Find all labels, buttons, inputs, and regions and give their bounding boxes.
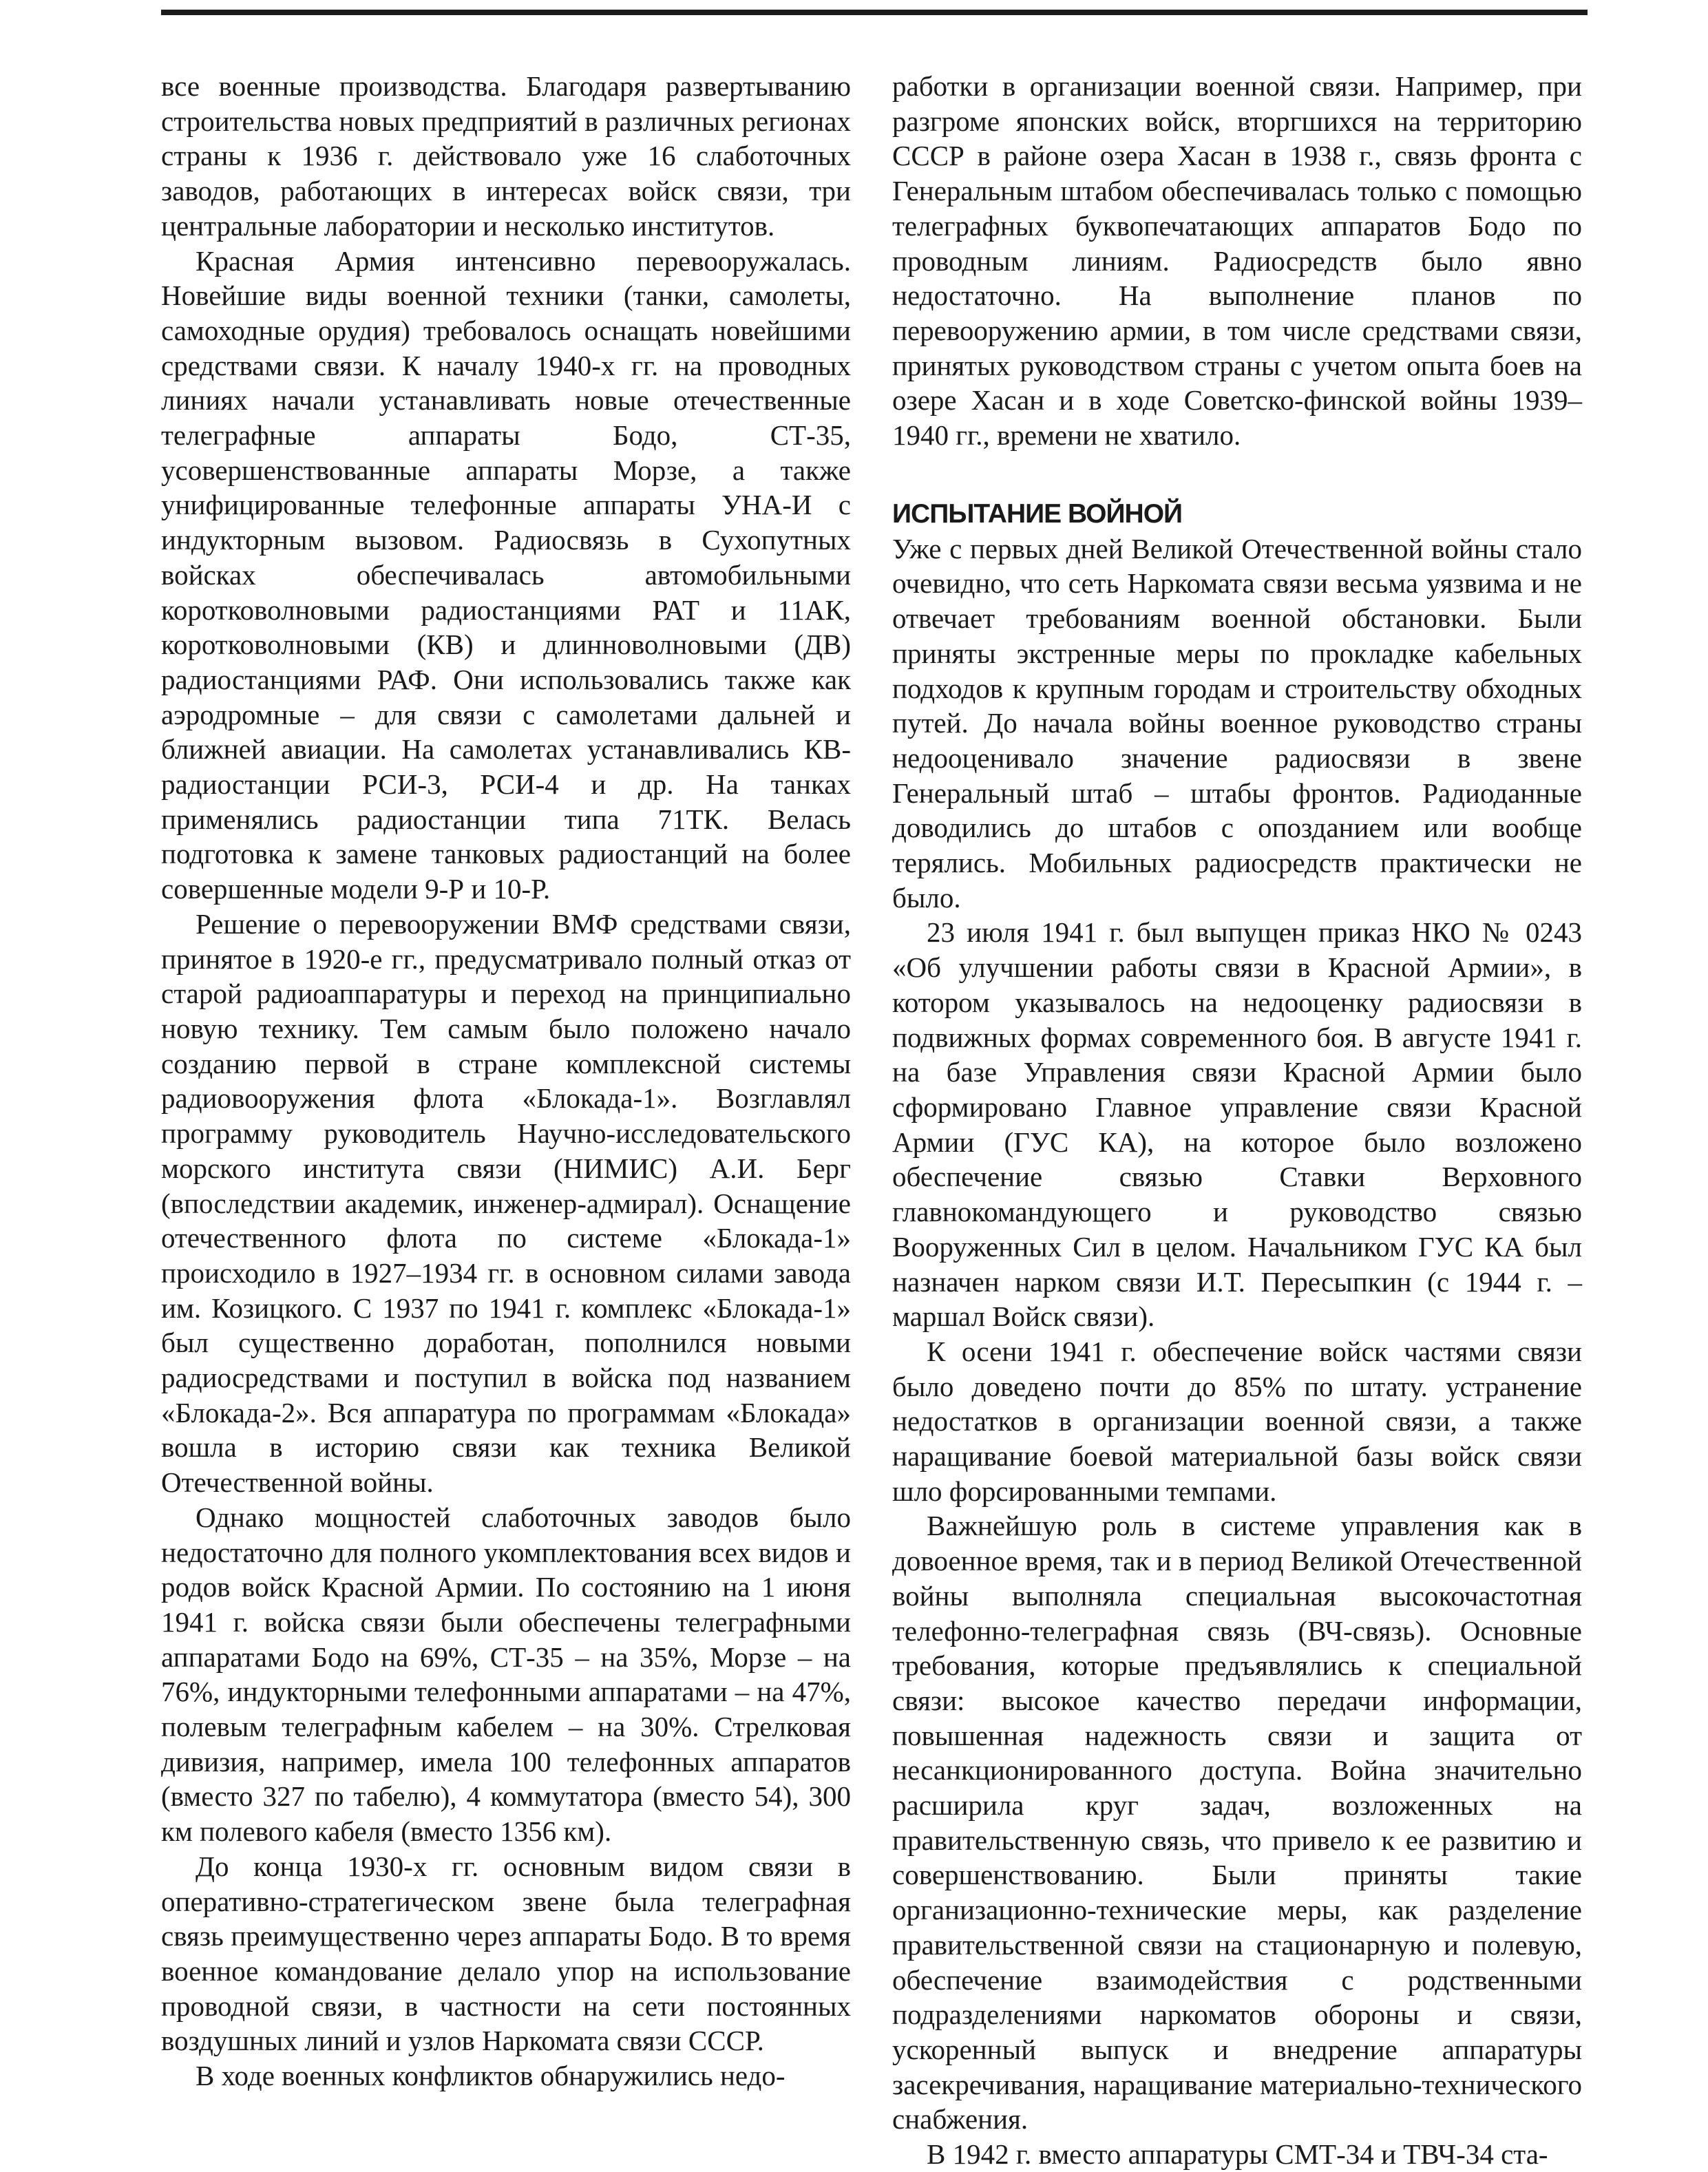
- paragraph: До конца 1930-х гг. основным видом связи в оперативно-стратегическом звене была телеграфная связь преимущественно через аппараты Бодо. В то время военное командование делало упор на использование проводной связи, в частности на сети постоянных воздушных линий и узлов Наркомата связи СССР.: [161, 1850, 851, 2057]
- right-column: [892, 69, 1582, 2172]
- paragraph: В 1942 г. вместо аппаратуры СМТ-34 и ТВЧ-34 ста-: [927, 2138, 1548, 2171]
- paragraph: работки в организации военной связи. Например, при разгроме японских войск, вторгшихся на территорию СССР в районе озера Хасан в 1938 г., связь фронта с Генеральным штабом обеспечивалась только с помощью телеграфных буквопечатающих аппаратов Бодо по проводным линиям. Радиосредств было явно недостаточно. На выполнение планов по перевооружению армии, в том числе средствами связи, принятых руководством страны с учетом опыта боев на озере Хасан и в ходе Советско-финской войны 1939–1940 гг., времени не хватило.: [892, 70, 1582, 452]
- paragraph: все военные производства. Благодаря развертыванию строительства новых предприятий в различных регионах страны к 1936 г. действовало уже 16 слаботочных заводов, работающих в интересах войск связи, три центральные лаборатории и несколько институтов.: [161, 70, 851, 242]
- paragraph: Важнейшую роль в системе управления как в довоенное время, так и в период Великой Отечественной войны выполняла специальная высокочастотная телефонно-телеграфная связь (ВЧ-связь). Основные требования, которые предъявлялись к специальной связи: высокое качество передачи информации, повышенная надежность связи и защита от несанкционированного доступа. Война значительно расширила круг задач, возложенных на правительственную связь, что привело к ее развитию и совершенствованию. Были приняты такие организационно-технические меры, как разделение правительственной связи на стационарную и полевую, обеспечение взаимодействия с родственными подразделениями наркоматов обороны и связи, ускоренный выпуск и внедрение аппаратуры засекречивания, наращивание материально-технического снабжения.: [892, 1510, 1582, 2136]
- paragraph: В ходе военных конфликтов обнаружились недо-: [196, 2060, 786, 2092]
- paragraph: Однако мощностей слаботочных заводов было недостаточно для полного укомплектования всех видов и родов войск Красной Армии. По состоянию на 1 июня 1941 г. войска связи были обеспечены телеграфными аппаратами Бодо на 69%, СТ-35 – на 35%, Морзе – на 76%, индукторными телефонными аппаратами – на 47%, полевым телеграфным кабелем – на 30%. Стрелковая дивизия, например, имела 100 телефонных аппаратов (вместо 327 по табелю), 4 коммутатора (вместо 54), 300 км полевого кабеля (вместо 1356 км).: [161, 1501, 851, 1848]
- paragraph: 23 июля 1941 г. был выпущен приказ НКО № 0243 «Об улучшении работы связи в Красной Армии», в котором указывалось на недооценку радиосвязи в подвижных формах современного боя. В августе 1941 г. на базе Управления связи Красной Армии было сформировано Главное управление связи Красной Армии (ГУС КА), на которое было возложено обеспечение связью Ставки Верховного главнокомандующего и руководство связью Вооруженных Сил в целом. Начальником ГУС КА был назначен нарком связи И.Т. Пересыпкин (с 1944 г. – маршал Войск связи).: [892, 916, 1582, 1333]
- left-column: [161, 69, 851, 2094]
- paragraph: Решение о перевооружении ВМФ средствами связи, принятое в 1920-е гг., предусматривало полный отказ от старой радиоаппаратуры и переход на принципиально новую технику. Тем самым было положено начало созданию первой в стране комплексной системы радиовооружения флота «Блокада-1». Возглавлял программу руководитель Научно-исследовательского морского института связи (НИМИС) А.И. Берг (впоследствии академик, инженер-адмирал). Оснащение отечественного флота по системе «Блокада-1» происходило в 1927–1934 гг. в основном силами завода им. Козицкого. С 1937 по 1941 г. комплекс «Блокада-1» был существенно доработан, пополнился новыми радиосредствами и поступил в войска под названием «Блокада-2». Вся аппаратура по программам «Блокада» вошла в историю связи как техника Великой Отечественной войны.: [161, 907, 851, 1499]
- section-heading: ИСПЫТАНИЕ ВОЙНОЙ: [892, 498, 1183, 529]
- top-rule: [161, 10, 1588, 15]
- paragraph: Уже с первых дней Великой Отечественной войны стало очевидно, что сеть Наркомата связи весьма уязвима и не отвечает требованиям военной обстановки. Были приняты экстренные меры по прокладке кабельных подходов к крупным городам и строительству обходных путей. До начала войны военное руководство страны недооценивало значение радиосвязи в звене Генеральный штаб – штабы фронтов. Радиоданные доводились до штабов с опозданием или вообще терялись. Мобильных радиосредств практически не было.: [892, 532, 1582, 914]
- paragraph: К осени 1941 г. обеспечение войск частями связи было доведено почти до 85% по штату. устранение недостатков в организации военной связи, а также наращивание боевой материальной базы войск связи шло форсированными темпами.: [892, 1335, 1582, 1507]
- paragraph: Красная Армия интенсивно перевооружалась. Новейшие виды военной техники (танки, самолеты, самоходные орудия) требовалось оснащать новейшими средствами связи. К началу 1940-х гг. на проводных линиях начали устанавливать новые отечественные телеграфные аппараты Бодо, СТ-35, усовершенствованные аппараты Морзе, а также унифицированные телефонные аппараты УНА-И с индукторным вызовом. Радиосвязь в Сухопутных войсках обеспечивалась автомобильными коротковолновыми радиостанциями РАТ и 11АК, коротковолновыми (КВ) и длинноволновыми (ДВ) радиостанциями РАФ. Они использовались также как аэродромные – для связи с самолетами дальней и ближней авиации. На самолетах устанавливались КВ-радиостанции РСИ-3, РСИ-4 и др. На танках применялись радиостанции типа 71ТК. Велась подготовка к замене танковых радиостанций на более совершенные модели 9-Р и 10-Р.: [161, 244, 851, 905]
